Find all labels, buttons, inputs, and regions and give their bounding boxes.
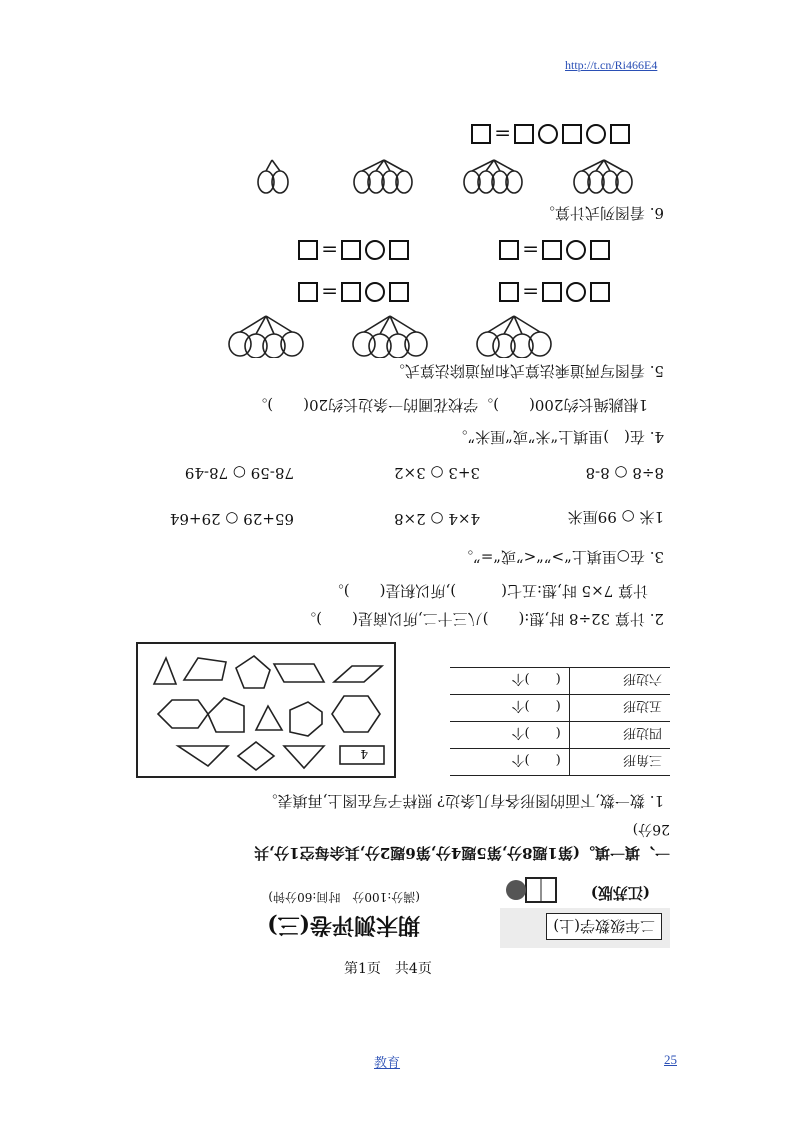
q3-row1-c: 65+29 ○ 29+64 [169, 510, 294, 528]
table-cell-count: ( )个 [450, 722, 569, 749]
table-cell-shape: 六边形 [569, 668, 670, 695]
page-title: 期末测评卷(三) [267, 912, 420, 938]
table-row [450, 749, 670, 776]
page-count: 第1页 共4页 [344, 961, 432, 977]
question-3: 3. 在○里填上“>”“<”或“=”。 [458, 548, 664, 566]
balloon-bunch-icon [344, 154, 414, 194]
table-cell-shape: 三角形 [569, 749, 670, 776]
edition-label: (江苏版) [590, 884, 650, 902]
q1-sample-label: 4 [360, 747, 368, 761]
table-cell-shape: 五边形 [569, 695, 670, 722]
header-url-link[interactable]: http://t.cn/Ri466E4 [565, 58, 658, 72]
question-6: 6. 看图列式计算。 [539, 204, 664, 222]
q5-equation-row: = = [298, 238, 610, 262]
balloon-bunch-icon [220, 154, 290, 194]
table-row [450, 668, 670, 695]
table-cell-count: ( )个 [450, 668, 569, 695]
footer-page-number[interactable]: 25 [664, 1052, 677, 1067]
question-4-line: 1根跳绳长约200( )。学校花圃的一条边长约20( )。 [252, 396, 648, 414]
balloon-group-icon [226, 310, 306, 358]
balloon-group-icon [350, 310, 430, 358]
table-row [450, 722, 670, 749]
balloon-bunch-icon [454, 154, 524, 194]
question-2-line1: 2. 计算 32÷8 时,想:( )八三十二,所以商是( )。 [301, 610, 664, 628]
score-time: (满分:100分 时间:60分钟) [268, 890, 420, 904]
q3-row1-a: 1米 ○ 99厘米 [567, 508, 664, 526]
section1-heading: 一、填一填。(第1题8分,第5题4分,第6题2分,其余每空1分,共 [253, 844, 670, 862]
q3-row2-b: 3+3 ○ 3×2 [394, 464, 480, 482]
question-1: 1. 数一数,下面的图形各有几条边? 照样子写在图上,再填表。 [262, 792, 664, 810]
table-row [450, 695, 670, 722]
q6-equation-row: = [471, 122, 630, 146]
table-cell-count: ( )个 [450, 695, 569, 722]
q3-row2-a: 8÷8 ○ 8-8 [585, 464, 664, 482]
q3-row2-c: 78-59 ○ 78-49 [184, 464, 294, 482]
table-cell-shape: 四边形 [569, 722, 670, 749]
question-2-line2: 计算 7×5 时,想:五七( ),所以积是( )。 [328, 582, 648, 600]
q5-equation-row: = = [298, 280, 610, 304]
q3-row1-b: 4×4 ○ 2×8 [394, 510, 480, 528]
grade-badge: 二年级数学(上) [546, 913, 662, 940]
section1-heading-cont: 26分) [632, 821, 670, 837]
book-icon [500, 872, 560, 908]
question-5: 5. 看图写两道乘法算式和两道除法算式。 [389, 362, 664, 380]
q1-shapes-panel [136, 642, 396, 778]
table-cell-count: ( )个 [450, 749, 569, 776]
q1-table [450, 667, 670, 776]
footer-link[interactable]: 教育 [374, 1056, 401, 1071]
balloon-group-icon [474, 310, 554, 358]
balloon-bunch-icon [564, 154, 634, 194]
question-4: 4. 在( )里填上“米”或“厘米”。 [452, 428, 664, 446]
scanned-worksheet [110, 108, 670, 948]
